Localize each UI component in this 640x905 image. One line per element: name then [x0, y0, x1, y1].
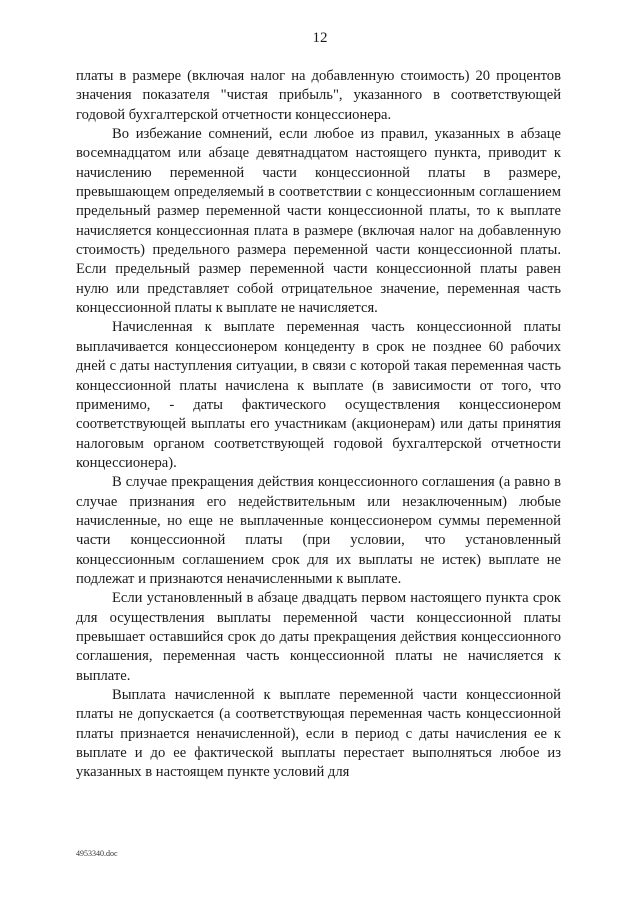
- document-file-code: 4953340.doc: [76, 849, 118, 858]
- paragraph-payment-deadline: Начисленная к выплате переменная часть концессионной платы выплачивается концессионером концеденту в срок не позднее 60 рабочих дней с даты наступления ситуации, в связи с которой такая переменная часть концессионной платы начислена к выплате (в зависимости от того, что применимо, - даты фактического осуществления концессионером соответствующей выплаты его участникам (акционерам) или даты принятия налоговым органом соответствующей годовой бухгалтерской отчетности концессионера).: [76, 319, 561, 471]
- paragraph-termination: В случае прекращения действия концессионного соглашения (а равно в случае признания его недействительным или незаключенным) любые начисленные, но еще не выплаченные концессионером суммы переменной части концессионной платы (при условии, что установленный концессионным соглашением срок для их выплаты не истек) выплате не подлежат и признаются неначисленными к выплате.: [76, 474, 561, 587]
- document-body: [76, 67, 561, 783]
- page-number: 12: [312, 30, 328, 46]
- paragraph-continuation: платы в размере (включая налог на добавленную стоимость) 20 процентов значения показателя "чистая прибыль", указанного в соответствующей годовой бухгалтерской отчетности концессионера.: [76, 68, 561, 123]
- paragraph-payment-not-allowed: Выплата начисленной к выплате переменной части концессионной платы не допускается (а соответствующая переменная часть концессионной платы признается неначисленной), если в период с даты начисления ее к выплате и до ее фактической выплаты перестает выполняться любое из указанных в настоящем пункте условий для: [76, 687, 561, 781]
- paragraph-doubt-clause: Во избежание сомнений, если любое из правил, указанных в абзаце восемнадцатом или абзаце девятнадцатом настоящего пункта, приводит к начислению переменной части концессионной платы в размере, превышающем определяемый в соответствии с концессионным соглашением предельный размер переменной части концессионной платы, то к выплате начисляется концессионная плата в размере (включая налог на добавленную стоимость) предельного размера переменной части концессионной платы. Если предельный размер переменной части концессионной платы равен нулю или представляет собой отрицательное значение, переменная часть концессионной платы к выплате не начисляется.: [76, 126, 561, 317]
- paragraph-term-exceeds: Если установленный в абзаце двадцать первом настоящего пункта срок для осуществления выплаты переменной части концессионной платы превышает оставшийся срок до даты прекращения действия концессионного соглашения, переменная часть концессионной платы не начисляется к выплате.: [76, 590, 561, 684]
